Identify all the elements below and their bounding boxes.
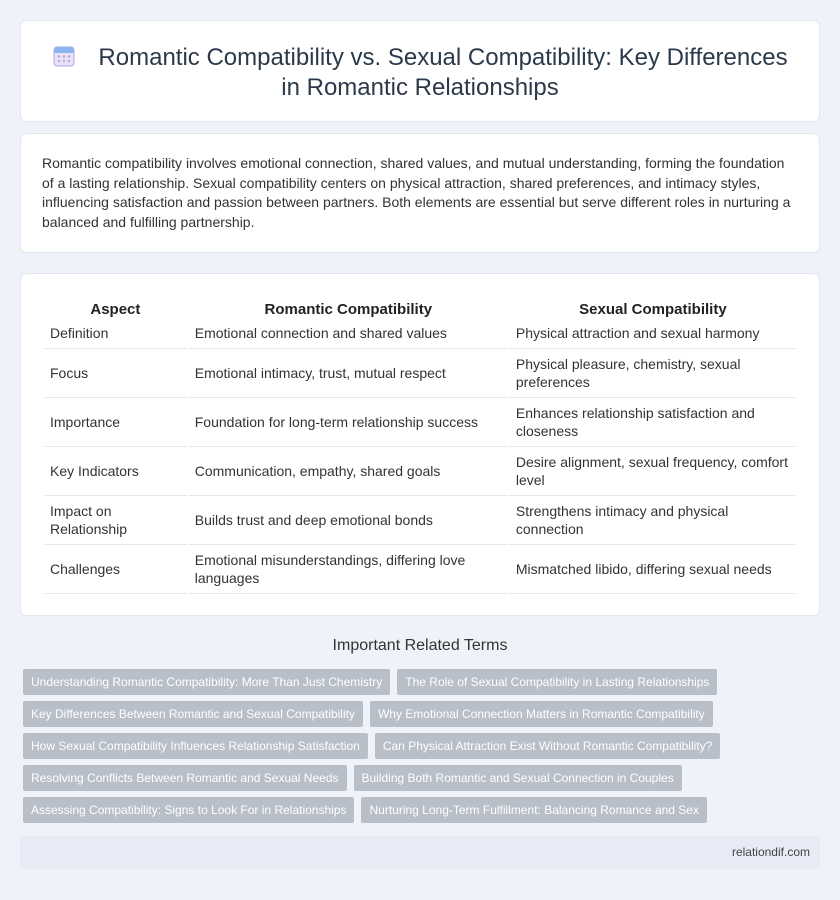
- related-terms-title: Important Related Terms: [332, 637, 508, 654]
- intro-card: [20, 133, 820, 253]
- related-terms-list: [23, 669, 803, 829]
- related-term-tag[interactable]: Understanding Romantic Compatibility: More Than Just Chemistry: [23, 669, 390, 695]
- table-row: [44, 545, 796, 594]
- table-cell: Physical pleasure, chemistry, sexual preferences: [510, 349, 796, 398]
- column-header: Aspect: [90, 301, 141, 318]
- related-term-tag[interactable]: Why Emotional Connection Matters in Romantic Compatibility: [370, 701, 713, 727]
- table-row: [44, 349, 796, 398]
- table-cell: Foundation for long-term relationship success: [189, 398, 508, 447]
- related-term-tag[interactable]: Resolving Conflicts Between Romantic and Sexual Needs: [23, 765, 347, 791]
- calendar-icon: [52, 44, 76, 68]
- table-cell: Key Indicators: [44, 447, 187, 496]
- table-row: [44, 447, 796, 496]
- page-title: Romantic Compatibility vs. Sexual Compatibility: Key Differences in Romantic Relationships: [98, 44, 788, 101]
- table-cell: Mismatched libido, differing sexual needs: [510, 545, 796, 594]
- comparison-table: [42, 296, 798, 594]
- footer-site-link[interactable]: relationdif.com: [731, 845, 810, 859]
- table-cell: Focus: [44, 349, 187, 398]
- table-cell: Emotional misunderstandings, differing love languages: [189, 545, 508, 594]
- related-term-tag[interactable]: How Sexual Compatibility Influences Relationship Satisfaction: [23, 733, 368, 759]
- column-header: Romantic Compatibility: [264, 301, 433, 318]
- table-cell: Impact on Relationship: [44, 496, 187, 545]
- footer: [20, 836, 820, 869]
- related-term-tag[interactable]: Can Physical Attraction Exist Without Romantic Compatibility?: [375, 733, 720, 759]
- table-header-row: [44, 296, 796, 318]
- related-term-tag[interactable]: Nurturing Long-Term Fulfillment: Balancing Romance and Sex: [361, 797, 707, 823]
- related-term-tag[interactable]: Assessing Compatibility: Signs to Look For in Relationships: [23, 797, 354, 823]
- table-row: [44, 496, 796, 545]
- table-row: [44, 398, 796, 447]
- table-cell: Definition: [44, 318, 187, 349]
- table-cell: Challenges: [44, 545, 187, 594]
- table-cell: Physical attraction and sexual harmony: [510, 318, 796, 349]
- comparison-table-card: [20, 273, 820, 616]
- column-header: Sexual Compatibility: [579, 301, 727, 318]
- table-cell: Enhances relationship satisfaction and closeness: [510, 398, 796, 447]
- related-term-tag[interactable]: Key Differences Between Romantic and Sexual Compatibility: [23, 701, 363, 727]
- header-card: [20, 20, 820, 122]
- table-cell: Builds trust and deep emotional bonds: [189, 496, 508, 545]
- table-cell: Importance: [44, 398, 187, 447]
- table-cell: Desire alignment, sexual frequency, comfort level: [510, 447, 796, 496]
- table-cell: Strengthens intimacy and physical connection: [510, 496, 796, 545]
- table-row: [44, 318, 796, 349]
- related-term-tag[interactable]: The Role of Sexual Compatibility in Lasting Relationships: [397, 669, 717, 695]
- table-cell: Emotional intimacy, trust, mutual respect: [189, 349, 508, 398]
- related-term-tag[interactable]: Building Both Romantic and Sexual Connection in Couples: [354, 765, 682, 791]
- intro-text: Romantic compatibility involves emotional connection, shared values, and mutual understanding, forming the foundation of a lasting relationship. Sexual compatibility centers on physical attraction, shared preferences, and intimacy styles, influencing satisfaction and passion between partners. Both elements are essential but serve different roles in nurturing a balanced and fulfilling partnership.: [42, 155, 791, 230]
- table-cell: Emotional connection and shared values: [189, 318, 508, 349]
- table-cell: Communication, empathy, shared goals: [189, 447, 508, 496]
